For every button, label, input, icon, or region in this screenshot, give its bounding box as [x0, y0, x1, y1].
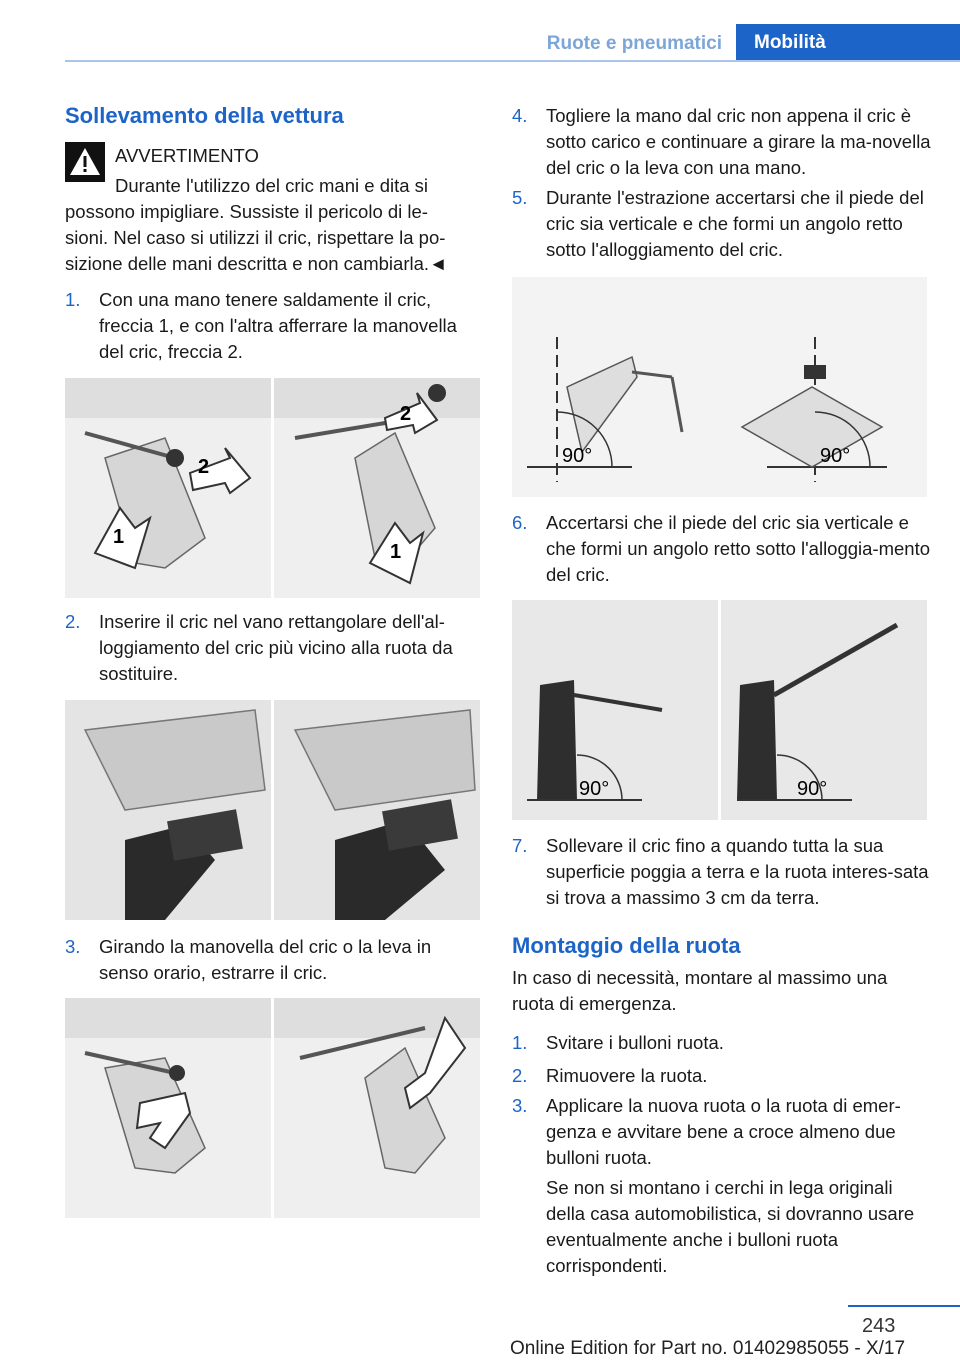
- mounting-note: Se non si montano i cerchi in lega originali della casa automobilistica, si dovranno usare eventualmente anche i bulloni ruota corrispondenti.: [546, 1177, 915, 1276]
- angle-label-right: 90°: [820, 445, 851, 467]
- angle-label-5b: 90°: [797, 778, 828, 800]
- edition-footer: Online Edition for Part no. 01402985055 - X/17: [510, 1338, 906, 1359]
- arrow-label-2b: 2: [400, 403, 412, 425]
- header-rule: [65, 60, 960, 62]
- section-title-lifting: Sollevamento della vettura: [65, 103, 344, 128]
- arrow-label-1b: 1: [390, 541, 402, 563]
- figure-jack-grip: [65, 378, 480, 598]
- angle-label-5a: 90°: [579, 778, 610, 800]
- angle-label-left: 90°: [562, 445, 593, 467]
- figure-jack-angle-diagram: [512, 277, 927, 497]
- figure-jack-right-angle: [512, 600, 927, 820]
- arrow-label-1: 1: [113, 526, 125, 548]
- mounting-intro: In caso di necessità, montare al massimo una ruota di emergenza.: [512, 967, 888, 1014]
- section-title-mounting: Montaggio della ruota: [512, 933, 741, 958]
- warning-text: possono impigliare. Sussiste il pericolo di le- sioni. Nel caso si utilizzi il cric, rispettare la po- sizione delle mani descritta e non cambiarla.◄: [65, 201, 448, 274]
- footer-rule: [848, 1305, 960, 1307]
- warning-triangle-icon: [65, 142, 105, 182]
- figure-jack-insert: [65, 700, 480, 920]
- page-number: 243: [862, 1315, 896, 1337]
- header-section-tab[interactable]: Ruote e pneumatici: [546, 33, 722, 54]
- header-chapter-tab[interactable]: Mobilità: [736, 24, 960, 61]
- warning-text-first: Durante l'utilizzo del cric mani e dita si: [115, 175, 429, 196]
- warning-label: AVVERTIMENTO: [115, 145, 259, 166]
- figure-jack-extend: [65, 998, 480, 1218]
- arrow-label-2: 2: [198, 456, 210, 478]
